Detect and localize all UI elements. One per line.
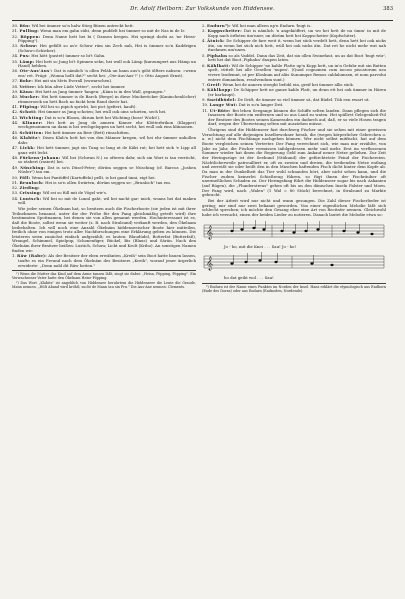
entry-headword: Sneidbüdel: [206, 97, 237, 102]
entry-headword: Föll: [19, 174, 31, 180]
entry-number: 1. [12, 253, 16, 259]
music-notation-2 [202, 250, 386, 276]
entry-text: Dat is nämlich 'n angekiöffert, un wo hei hett de nu ümm' in mit de Kopp nach örfloten üm'nner, un dörüm hett hei Koppscheiter (Kopfschiter). [208, 28, 386, 38]
entry-number: 39. [12, 88, 19, 94]
entry-number: 36. [12, 68, 19, 74]
glossary-entry [12, 121, 196, 130]
entry-headword: Mucker: [19, 94, 40, 100]
left-entry-list [12, 24, 196, 206]
glossary-entry [202, 39, 386, 53]
entry-text: Dat is so'n Düsel-Peter; dörüm seggen se Nüsching (cf. Barcus „Joshen Nüsler") tau em. [18, 164, 196, 175]
entry-text: Dat is so'n langer Drit. [238, 102, 284, 108]
entry-text: Dat is so'n Bloom, dürum hett hei Wichting (bose! Wicht!). [44, 114, 161, 120]
entry-text: Disen Klab'n hett hei von den Männer kregen, wil hei ehr ümmer anhollen dahr. [18, 134, 197, 145]
entry-number: 8. [202, 87, 206, 93]
entry-headword: Crissing: [19, 190, 42, 196]
entry-number: 31. [12, 28, 19, 34]
entry-headword: Ut-Büte: [209, 107, 231, 113]
body-paragraph: ³) Endurn ist der Name eines Punktes im Norden der Insel. Hans erklärt die etymologisch aus Endhorn (Ende des Dorns) oder aus Endurn (Endnoden, Nordende). [202, 284, 386, 293]
entry-text: Bei lehen Seegange können die Schiffe selten landen. Dann pflegen sich die Insassen der Boote ein entfernen und so aus Land zu waten. Hei spüllret Gelegenheit-Pol der Besitzer des Bootes seinen Kameraden ein dadurch auf, daß, er so viele Hosen tragen darf, wegen der Übersetzung selten mit ausziehen müsse. [208, 107, 386, 127]
entry-number: 49. [12, 164, 19, 170]
entry-number: 3. [202, 28, 206, 34]
entry-number: 10. [202, 102, 209, 108]
entry-text: Hei hött (pustet) ümmer so bi't Gahn. [31, 53, 106, 59]
glossary-entry [202, 64, 386, 83]
glossary-entry [202, 88, 386, 97]
entry-headword: Schütten: [19, 129, 44, 135]
entry-headword: Pus: [19, 53, 31, 59]
entry-text: Hei hett as Jung ümmer 'langen: „Känn is in den Wall, gegangen." [35, 88, 166, 94]
entry-text: Ick bün alter Lüde Vetter", secht hei ümmer. [37, 83, 126, 89]
right-entry-list [202, 24, 386, 127]
entry-number: 42. [12, 109, 19, 115]
entry-number: 7. [202, 81, 206, 87]
entry-headword: Ote-Aus'Aus': [19, 68, 53, 74]
entry-headword: Bohr: [19, 78, 34, 84]
glossary-entry [12, 60, 196, 69]
page-number: 383 [383, 6, 393, 12]
left-paragraphs [12, 207, 196, 254]
glossary-entry [12, 95, 196, 104]
entry-headword: Böppen: [20, 33, 41, 39]
glossary-entry [12, 44, 196, 53]
entry-headword: Zieding: [19, 185, 40, 191]
entry-number: 48. [12, 154, 19, 160]
entry-number: 34. [12, 53, 19, 59]
entry-text: Hei gefällt so as'e Schuw rüm sin Zech nah, Hei is ümmer so'n Kaddrigen (Schuw=Schieber). [18, 43, 196, 54]
glossary-entry [202, 54, 386, 63]
entry-number: 2. [202, 23, 206, 28]
entry-text: Hei mit sin Mets Everall (swwarschen). [34, 78, 113, 84]
entry-text: Wenn man em gahn süht, denn puddelt hei ümmer so mit de Nas in de Ir. [40, 28, 186, 34]
entry-number: 5. [202, 52, 206, 58]
entry-headword: Känn: [19, 88, 34, 94]
entry-text: Hei is so'n ollen Swärten, dörüm seggen se: „Brunloch" tau em. [45, 179, 171, 185]
entry-text: Wil hei so mit de Lunnl gaht, wil hei nacht gar: mich, woans hei dat maken will. [18, 195, 196, 206]
entry-text: Hei ümmer as Jung schoten; hei wull ook oins schieten, sech hei. [38, 109, 167, 115]
entry-text: Wil hei (Schwan N.) so ofteren dahr, sich sin Wort is tau verrücht, so räsbert (rasiert) hei. [18, 154, 196, 165]
entry-headword: Schuw: [20, 43, 38, 49]
entry-text: so als Vaddel. Dann das Zeit, dat sin ollen Swinefaut, un as dat Boot 'bugt wür', hett hei dat Boot ,Piphahn' daupen laten. [208, 52, 386, 63]
entry-headword: Brunloch: [19, 179, 44, 185]
entry-number: 54. [12, 195, 19, 201]
entry-headword: Klinner: [22, 119, 43, 125]
entry-headword: Fürkens-Johann: [19, 154, 61, 160]
entry-headword: Kählkatt: [207, 62, 231, 68]
entry-number: 41. [12, 104, 19, 110]
right-column [202, 24, 386, 294]
entry-headword: Schoti: [19, 109, 37, 115]
glossary-entry [12, 136, 196, 145]
entry-headword: Kählkopp: [207, 87, 233, 93]
entry-number: 50. [12, 174, 19, 180]
entry-headword: Büx: [19, 23, 31, 28]
entry-number: 46. [12, 134, 19, 140]
two-column-body [12, 24, 393, 294]
body-paragraph: ¹) Wenn die Mutter das Kind auf dem Arme tanzen läßt, singt sie dabei: „Heisa, Pöpping, Pöpping". Ein Verwachsener Vater hatte den Ökelnam Heise-Pöpping. [12, 272, 196, 281]
entry-text: Als der Besitzer der eben erwähnten „Kreih" sein Boot hatte bauen lassen, taufte es ein Freund nach dem Ökelnäm des Besitzers „Kreih", worauf jener ärgerlich erwiderte: „Denn nahl dit Räw heiten." [18, 253, 196, 268]
body-paragraph: Bei der Arbeit wird nur nicht und wann gesungen. Die Zahl dieser Fischerlieder ist gering; mir sind nur zwei bekannt geworden. Von einer eigentlichen Melodie läßt sich schlecht sprechen; ich möchte den Gesang eher eine Art von Recitativ nennen. Gleichwohl habe ich versucht, einen der beiden Lieder zu notieren. Danach lautet die Melodie etwa so: [202, 197, 386, 217]
entry-text: Hei hett ümmer an Berr (Bett) rünschitten. [44, 129, 130, 135]
entry-headword: Pfiping: [19, 104, 40, 110]
entry-text: Denn Name hett hei bi ( Dansen kregen. Hei springt dorbi as 'ne Heiss-Pöpping"). [18, 33, 196, 44]
entry-number: 37. [12, 78, 19, 84]
entry-text: Wil sei so füll mit de Vögel wir's. [42, 190, 108, 196]
glossary-entry [12, 146, 196, 155]
song-lyrics-1: Jo - ho, mit die Knei . . . Sau! Jo - ho! [224, 243, 297, 249]
glossary-entry [12, 166, 196, 175]
entry-text: Hei hett as Jung de annern Kinner ehr Klötterbrikon (Klapper) wechgenommen un dann is hei wechgeloppen un hett secht, hei wull ook eins klinnonen. [18, 119, 196, 130]
svg-text:𝄞: 𝄞 [206, 256, 214, 271]
entry-text: Wenn hei de annern steeght befohl ein, greif hei ümmer allis sück. [222, 81, 355, 87]
entry-headword: Piphahn [206, 52, 228, 58]
entry-headword: Luntsch: [19, 195, 42, 201]
entry-headword: Greif: [206, 81, 222, 87]
entry-number: 40. [12, 94, 19, 100]
entry-number: 43. [12, 114, 19, 120]
music-staff-1 [202, 219, 386, 245]
entry-number: 6. [202, 62, 206, 68]
entry-number: 33. [12, 43, 19, 49]
entry-number: 44. [12, 119, 19, 125]
song-lyrics-2: ho dat geiht wol . . . Sau! [224, 275, 274, 281]
glossary-entry [12, 156, 196, 165]
right-paragraphs [202, 128, 386, 217]
page-header [12, 6, 393, 21]
entry-number: 11. [202, 107, 209, 113]
entry-text: Wil de Schipper 'ne kahle Platte up'n Kopp hett, un in'n Gefahr mit sin Batten spelt, rüttelt hei alle Gesellen 'nupen'. (Quod cognomen cum iocoso piscatorum usu vivere leodemnt, ut per Kloskum auf aliis Sunumque Remos caldalumsen, et nom parvolui entere domandum, resolvendum sunt.) [208, 62, 386, 82]
entry-number: 38. [12, 83, 19, 89]
boat-name-list [12, 254, 196, 268]
right-footnotes [202, 283, 386, 293]
left-column [12, 24, 196, 294]
body-paragraph: Übrigens sind die Hiddenseer fast durchweg Fischer und sie sehen mit einer gewissen Verachtung auf alle diejenigen Inselbewohner herab, die (wegen körperlicher Gebrechen o. a. w.) nicht dem Fischfange nachgehen können. Wer nicht selbst mitfischt, hat auf dem Boote vergleichen seinen Vertreter. Der Fang verrechnet sich, wie man mir erzählte, von Jahr zu Jahr, die Fischer vermissen infolgedessen mehr und mehr. Erst im verflossenen Sommer wieder hat ihnen die Regierung Geld zum Ankauf neuer Netze geliehen. Zur Zeit der Heringszüge ist der Seehund (Stühund) der gefürchtetste Feind der Fischereien. Nächtlicherweile patrouilliert er, oft zu zweien und dreien, die treibenden Netze entlang und zerreißt sie oder beißt den in den Maschen haftenden Fisch dicht hinter dem Kopfe ab. Da man in der Dunkelheit das Tier wohl schnaufen hört, aber nicht sehen kann, und die Fischer zudem keinerlei Schießzeug führen, so fügt ihnen der Fischräuber oft unermeßlichen Schaden zu. Der Heringsfang führt die Hiddenseer sogar bis nach Askanien (auf Rügen), die „Flunderstreus" gehen oft bis an den dänischen Inseln Falster und Moen. Der Fang wird, nach „Walen" (1 Wal = 80 Stück) berechnet, in Stralsund zu Markte gebracht. [202, 127, 386, 198]
glossary-entry [12, 35, 196, 44]
entry-text: De Drift, de ümmer so viel ümmer sä, dat Büdel. Tüh een ewart ut. [237, 97, 370, 102]
entry-number: 53. [12, 190, 19, 196]
entry-headword: Lange Wut: [209, 102, 238, 108]
entry-text: Hei hett so Jung bi't Spinnen sehn, hei wull ook Lämp (kurzumpert aus Hämp un Hand) hebben. [18, 58, 196, 69]
entry-headword: Pulling: [19, 28, 40, 34]
music-notation-1 [202, 219, 386, 245]
entry-text: De Schipper de fare weit it, wenn hei sück verdelt hett, denn hett hei ook nicks ätn, un wenn hei sück nich hett, wüll hei ook nicks ätn. Dat ret he nicht mehr wat nah itnehmen um'nnen. [208, 38, 386, 53]
entry-headword: Endurn³): [206, 23, 231, 28]
entry-headword: Nüsching: [20, 164, 46, 170]
glossary-entry [12, 69, 196, 78]
entry-headword: Räw (Rabe): [16, 253, 47, 259]
entry-headword: Wichting: [19, 114, 44, 120]
entry-text: Dat is nämlich 'n ollen Peläk un hann aus's göht ölfters nahsen: »wenn ens' ret. Frägt: „Wonna hollt dat?" secht hei: „Ote-Aus'Aus'!" (= Otto August Ernst). [18, 68, 196, 79]
entry-headword: Vetter: [19, 83, 37, 89]
glossary-entry [202, 109, 386, 128]
entry-number: 30. [12, 23, 19, 28]
body-paragraph: Wie jeder seinen Ökelnam hat, so besitzen auch die Fischerboote (sie jeden ist mit ihrer Teilnehmern benannt, unter die der Fröhe für den Fang gleichmäßig geteilt wird) ihre bestimmten Spottnamen, bei denen sie von allen genannt werden. Hochinteressant ist es, daß die Boote, solbst wenn sie weiter (z. B. nach Stralsund) verkauft werden, den Ökelnam beibehalten. Ich will noch eine Anzahl Ökelnäm hiddenseeischer Boote hier mitteilen, freilich ohne von einigen trotz aller Nachforschungen eine Erklärung geben zu können. Die letzteren seien zunächst einfach aufgezählt; es lauten: Blaudüdel, Botterfat (Butterfaß), Wrangel, Schimmel, Spielpup, Schonenfiger, Bückel, Bis (Blaus) und Säriin. Nach den Ökelnäm ihrer Besitzer heißen: Lustich, Schuw, Lickt und Krolt (Kribo). An sonstigen Namen finden wir: [12, 205, 196, 253]
entry-text: Wil hei so pipich spricht, hei pict (gefiert, kauft). [40, 104, 137, 110]
entry-number: 51. [12, 179, 19, 185]
svg-text:𝄞: 𝄞 [206, 224, 214, 239]
entry-number: 52. [12, 185, 19, 191]
entry-headword: Klabitz': [19, 134, 41, 140]
entry-headword: Ätnick: [207, 38, 225, 44]
entry-number: 32. [12, 33, 19, 39]
entry-headword: Koppscheiter: [207, 28, 242, 34]
body-paragraph: ²) Das Wort „Klabitz" ist angeblich von Hiddensee heruhrtem die Hiddenseer die Leute die Graude, Mann nennen. „Hölt Aband wird kröhtl, sucht de Mann tau sin Fru." Die Aus-Ane nennen: Clements. [12, 281, 196, 290]
entry-text: Wil hei man alleen up'n Endurn 'bugt is. [232, 23, 312, 28]
left-footnotes [12, 270, 196, 289]
entry-text: De Schipper hett ne ganze kahle Platt, un denn ett hei ook ümmer in Hären (er barhaupt). [208, 87, 386, 97]
entry-number: 45. [12, 129, 19, 135]
glossary-entry [12, 197, 196, 206]
entry-text: Hei hett ümmer is de Barch (Berge) in diese Muckeröcker (Kaninchenlöcher) rümneroeck un hett Bach no fackt bein Rand davör hat. [18, 94, 196, 104]
entry-number: 9. [202, 97, 206, 102]
entry-number: 47. [12, 144, 19, 150]
entry-headword: Lickk: [19, 144, 36, 150]
entry-number: 35. [12, 58, 19, 64]
music-staff-2 [202, 250, 386, 276]
glossary-entry [202, 29, 386, 38]
entry-number: 4. [202, 38, 206, 44]
entry-text: Hei hett ümmer, jagt sin Tung so lang ut de Käkt rut; hei hett sick 'e Lipp all ganz witt leckt. [18, 144, 196, 155]
entry-text: Wil bei ümmer so'n halw Stieg Büxen antreckt hett. [31, 23, 134, 28]
glossary-entry [12, 254, 196, 268]
entry-text: Wenn hei Pantüffel (Kartoffeln) pellt, is hei gaud ünni, eigt hei. [31, 174, 156, 180]
running-title: Dr. Adolf Heilborn: Zur Volkskunde von Hiddensee. [130, 6, 275, 12]
entry-headword: Lämp: [19, 58, 35, 64]
